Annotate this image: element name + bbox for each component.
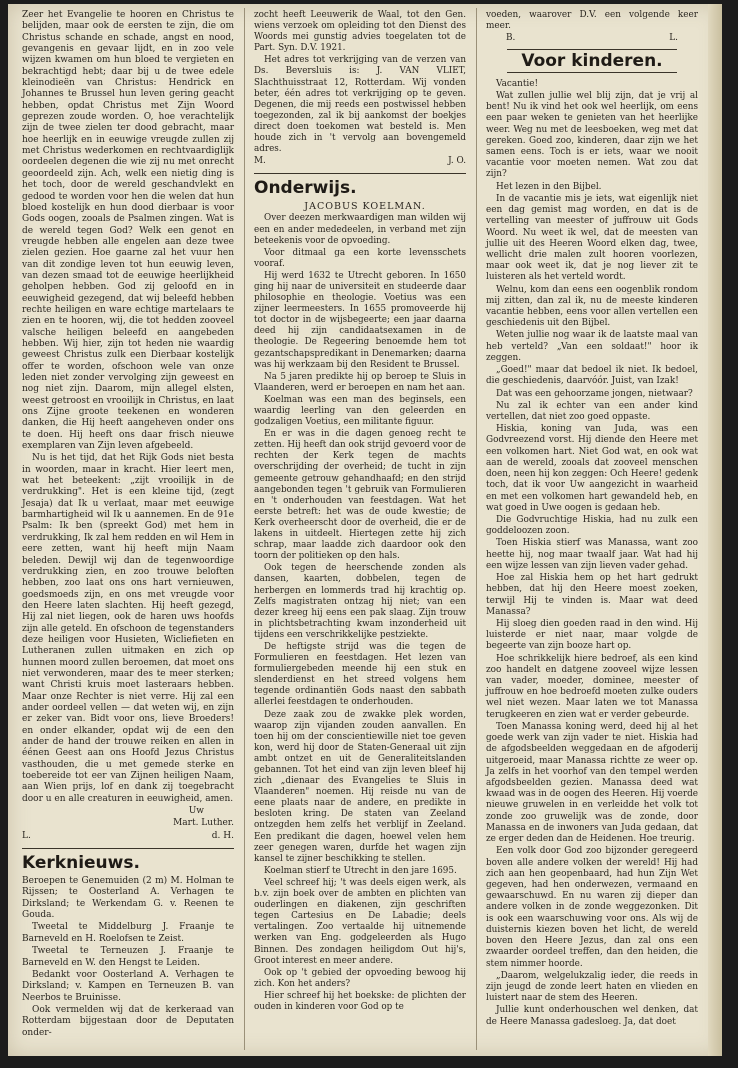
onderwijs-paragraph: De heftigste strijd was die tegen de Formulieren en feestdagen. Het lezen van formuliergebeden meende hij een stuk en slenderdienst en het streed volgens hem tegende ordinantiën Gods naast den sabbath allerlei feestdagen te onderhouden. (254, 641, 466, 708)
kinderen-paragraph: Het lezen in den Bijbel. (496, 181, 602, 192)
kinderen-paragraph: Nu zal ik echter van een ander kind vertellen, dat niet zoo goed oppaste. (486, 400, 698, 422)
kinderen-paragraph: Een volk door God zoo bijzonder geregeerd boven alle andere volken der wereld! Hij had zich aan hen geopenbaard, had hun Zijn Wet gegeven, had hen onderwezen, vermaand en gewaarschuwd. En nu waren zij dieper dan andere volken in de zonde weggezonken. Dit is ook een waarschuwing voor ons. Als wij de duisternis kiezen boven het licht, de wereld boven den Heere Jezus, dan zal ons een zwaarder oordeel treffen, dan den heiden, die stem nimmer hoorde. (486, 846, 698, 969)
newspaper-page (8, 4, 722, 1056)
column-middle (254, 10, 466, 1014)
initial-right: L. (669, 33, 678, 44)
kinderen-paragraph: Hoe zal Hiskia hem op het hart gedrukt hebben, dat hij den Heere moest zoeken, terwijl Hij te vinden is. Maar wat deed Manassa? (486, 573, 698, 617)
notice-paragraph: zocht heeft Leeuwerik de Waal, tot den Gen. wiens verzoek om opleiding tot den Dienst des Woords mei gunstig advies toegelaten tot de Part. Syn. D.V. 1921. (254, 10, 466, 54)
kinderen-paragraph: Hoe schrikkelijk hiere bedroef, als een kind zoo handelt en datgene zooveel wijze lessen van vader, moeder, dominee, meester of juffrouw en hoe bedroefd moeten zulke ouders wel niet wezen. Maar laten we tot Manassa terugkeeren en zien wat er verder gebeurde. (486, 653, 698, 720)
onderwijs-paragraph: Hier schreef hij het boekske: de plichten der ouden in kinderen voor God op te (254, 990, 466, 1012)
column-right (486, 10, 698, 1029)
section-rule (254, 173, 466, 174)
initial-left: M. (254, 156, 266, 167)
continued-paragraph: voeden, waarover D.V. een volgende keer meer. (486, 10, 698, 32)
page-binding-edge (708, 4, 722, 1056)
column-left (22, 10, 234, 1040)
onderwijs-paragraph: En er was in die dagen genoeg recht te zetten. Hij heeft dan ook strijd gevoerd voor de rechten der Kerk tegen de machts overschrijding der overheid; de tucht in zijn gemeente getrouw gehandhaafd; en den strijd aangebonden tegen 't gebruik van Formulieren en 't onderhouden van feestdagen. Wat het eerste betreft: het was de oude kwestie; de Kerk overheerscht door de overheid, die er de lakens in uitdeelt. Hiertegen zette hij zich schrap, maar laadde zich daardoor ook den toorn der politieken op den hals. (254, 429, 466, 562)
kinderen-paragraph: Die Godvruchtige Hiskia, had nu zulk een goddeloozen zoon. (486, 514, 698, 537)
kinderen-paragraph: „Goed!" maar dat bedoel ik niet. Ik bedoel, die geschiedenis, daarvóór. Juist, van Izak! (486, 365, 698, 387)
article-paragraph: Nu is het tijd, dat het Rijk Gods niet besta in woorden, maar in kracht. Hier leert men, wat het beteekent: „zijt vrooilijk in de verdrukking". Het is een kleine tijd, (zegt Jesaja) dat Ik u verlaat, maar met eeuwige barmhartigheid wil Ik u aannemen. En de 91e Psalm: Ik ben (spreekt God) met hem in verdrukking, Ik zal hem redden en wil Hem in eere zetten, want hij heeft mijn Naam beleden. Dewijl wij dan de tegenwoordige verdrukking zien, en zoo trouwe beloften hebben, zoo laat ons ons hart vernieuwen, goedsmoeds zijn, en ons met vreugde voor den Heere laten slachten. Hij heeft gezegd, Hij zal niet liegen, ook de haren uws hoofds zijn alle geteld. En ofschoon de tegenstanders deze heiligen voor Husieten, Wicliefieten en Lutheranen zullen uitmaken en zich op hunnen moord zullen beroemen, dat moet ons niet verwonderen, maar des te meer sterken; want Christi kruis moet lasteraars hebben. Maar onze Rechter is niet verre. Hij zal een ander oordeel vellen — dat weten wij, en zijn er zeker van. Bidt voor ons, lieve Broeders! en onder elkander, opdat wij de een den ander de hand der trouwe reiken en allen in éénen Geest aan ons Hoofd Jezus Christus vasthouden, die u met gemede sterke en toebereide tot eer van Zijnen heiligen Naam, aan Wien prijs, lof en dank zij toegebracht door u en alle creaturen in eeuwigheid, amen. (22, 453, 234, 804)
initial-left: L. (22, 830, 31, 841)
section-title-onderwijs: Onderwijs. (254, 178, 357, 199)
section-rule (22, 848, 234, 849)
kerknieuws-item: Tweetal te Terneuzen J. Fraanje te Barneveld en W. den Hengst te Leiden. (22, 946, 234, 968)
kerknieuws-item: Ook vermelden wij dat de kerkeraad van Rotterdam bijgestaan door de Deputaten onder- (22, 1004, 234, 1038)
kinderen-paragraph: In de vacantie mis je iets, wat eigenlijk niet een dag gemist mag worden, en dat is de vertelling van meester of juffrouw uit Gods Woord. Nu weet ik wel, dat de meesten van jullie uit des Heeren Woord elken dag, twee, wellicht drie malen zult hooren voorlezen, maar ook weet ik, dat je nog liever zit te luisteren als het verteld wordt. (486, 193, 698, 283)
kinderen-paragraph: Hij sloeg dien goeden raad in den wind. Hij luisterde er niet naar, maar volgde de begeerte van zijn booze hart op. (486, 618, 698, 652)
notice-signature (254, 156, 466, 167)
section-heading-box (486, 49, 698, 73)
kerknieuws-item: Tweetal te Middelburg J. Fraanje te Barneveld en H. Roelofsen te Zeist. (22, 922, 234, 944)
continued-signature (486, 33, 698, 44)
onderwijs-paragraph: Ook op 't gebied der opvoeding bewoog hij zich. Kon het anders? (254, 967, 466, 989)
onderwijs-paragraph: Koelman was een man des beginsels, een waardig leerling van den geleerden en godzaligen Voetius, een militante figuur. (254, 394, 466, 428)
kinderen-paragraph: Hiskia, koning van Juda, was een Godvreezend vorst. Hij diende den Heere met een volkomen hart. Niet God wat, en ook wat aan de wereld, zooals dat zooveel menschen doen, neen hij kon zeggen: Och Heere! gedenk toch, dat ik voor Uw aangezicht in waarheid en met een volkomen hart gewandeld heb, en wat goed in Uwe oogen is gedaan heb. (486, 424, 698, 513)
initial-right: J. O. (448, 156, 466, 167)
column-separator (476, 8, 477, 1050)
kerknieuws-item: Bedankt voor Oosterland A. Verhagen te Dirksland; v. Kampen en Terneuzen B. van Neerbos te Bruinisse. (22, 969, 234, 1003)
onderwijs-paragraph: Koelman stierf te Utrecht in den jare 1695. (264, 865, 457, 876)
onderwijs-paragraph: Voor ditmaal ga een korte levensschets vooraf. (254, 247, 466, 269)
kinderen-paragraph: Wat zullen jullie wel blij zijn, dat je vrij al bent! Nu ik vind het ook wel heerlijk, om eens een paar weken te genieten van het heerlijke weer. Weg nu met de leesboeken, weg met dat gereken. Goed zoo, kinderen, daar zijn we het samen eens. Toch is er iets, waar we nooit vacantie voor moeten nemen. Wat zou dat zijn? (486, 90, 698, 180)
onderwijs-paragraph: Ook tegen de heerschende zonden als dansen, kaarten, dobbelen, tegen de herbergen en lommerds trad hij krachtig op. Zelfs magistraten ontzag hij niet; van een dezer kreeg hij eens een pak slaag. Zijn trouw in plichtsbetrachting kwam inzonderheid uit tijdens een verschrikkelijke pestziekte. (254, 563, 466, 640)
kerknieuws-item: Beroepen te Genemuiden (2 m) M. Holman te Rijssen; te Oosterland A. Verhagen te Dirksland; te Werkendam G. v. Reenen te Gouda. (22, 876, 234, 921)
initial-right: d. H. (211, 830, 234, 841)
kinderen-paragraph: „Daarom, welgelukzalig ieder, die reeds in zijn jeugd de zonde leert haten en vlieden en luistert naar de stem des Heeren. (486, 970, 698, 1004)
section-title-kinderen: Voor kinderen. (507, 49, 676, 73)
kinderen-paragraph: Weten jullie nog waar ik de laatste maal van heb verteld? „Van een soldaat!" hoor ik zeggen. (486, 330, 698, 363)
onderwijs-paragraph: Veel schreef hij; 't was deels eigen werk, als b.v. zijn boek over de ambten en plichten van ouderlingen en diakenen, zijn geschriften tegen Cartesius en De Labadie; deels vertalingen. Zoo vertaalde hij uitnemende werken van Eng. godgeleerden als Hugo Binnen. Des zondagen heiligdom Out hij's, Groot interest en meer andere. (254, 877, 466, 966)
onderwijs-paragraph: Na 5 jaren predikte hij op beroep te Sluis in Vlaanderen, werd er beroepen en nam het aan. (254, 371, 466, 393)
onderwijs-paragraph: Deze zaak zou de zwakke plek worden, waarop zijn vijanden zouden aanvallen. En toen hij om der conscientiewille niet toe geven kon, werd hij door de Staten-Generaal uit zijn ambt ontzet en uit de Generaliteitslanden gebannen. Tot het eind van zijn leven bleef hij zich „dienaar des Evangelies te Sluis in Vlaanderen" noemen. Hij reisde nu van de eene plaats naar de andere, en predikte in besloten kring. De staten van Zeeland ontzegden hem zelfs het verblijf in Zeeland. Een predikant die dagen, hoewel velen hem zeer genegen waren, durfde het wagen zijn kansel te zijner beschikking te stellen. (254, 709, 466, 864)
onderwijs-paragraph: Hij werd 1632 te Utrecht geboren. In 1650 ging hij naar de universiteit en studeerde daar philosophie en theologie. Voetius was een zijner leermeesters. In 1655 promoveerde hij tot doctor in de wijsbegeerte; een jaar daarna deed hij zijn candidaatsexamen in de theologie. De Regeering benoemde hem tot gezantschapspredikant in Denemarken; daarna was hij werkzaam bij den Resident te Brussel. (254, 270, 466, 370)
initial-left: B. (506, 33, 516, 44)
article-paragraph: Zeer het Evangelie te hooren en Christus te belijden, maar ook de eersten te zijn, die om Christus schande en schade, angst en nood, gevangenis en gevaar lijdt, en in zoo vele wijzen kwamen om hun bloed te vergieten en bekrachtigd hebt; daar bij u de twee edele kleinodieën van Christus: Hendrick en Johannes te Brussel hun leven gering geacht hebben, opdat Christus met Zijn Woord geprezen zoude worden. O, hoe verachtelijk zijn de twee zielen ter dood gebracht, maar hoe heerlijk en in eeuwige vreugde zullen zij met Christus wederkomen en rechtvaardiglijk oordeelen degenen die wie zij nu met onrecht geoordeeld zijn. Ach, welk een nietig ding is het toch, door de wereld geschandvlekt en gedood te worden voor hen die welen dat hun bloed kostelijk en hun dood dierbaar is voor Gods oogen, zooals de Psalmen zingen. Wat is de wereld tegen God? Welk een genot en vreugde hebben alle engelen aan deze twee zielen gezien. Hoe gaarne zal het vuur hen van dit zondige leven tot hun eeuwig leven, van dezen smaad tot de eeuwige heerlijkheid geholpen hebben. God zij geloofd en in eeuwigheid gezegend, dat wij beleefd hebben rechte heiligen en ware echtige martelaars te zien en te hooren, wij, die tot hedden zooveel valsche heiligen beleefd en aangebeden hebben. Wij hier, zijn tot heden nie waardig geweest Christus zulk een Dierbaar kostelijk offer te worden, ofschoon wele van onze leden niet zonder vervolging zijn geweest en nog niet zijn. Daarom, mijn allegel elsten, weest getroost en vrooilijk in Christus, en laat ons Zijne groote teekenen en wonderen danken, die Hij heeft aangeheven onder ons te doen. Hij heeft ons daar frisch nieuwe exemplaren van Zijn leven afgebeeld. (22, 10, 234, 452)
signature-author: Mart. Luther. (173, 818, 234, 829)
kinderen-paragraph: Jullie kunt onderhouschen wel denken, dat de Heere Manassa gadesloeg. Ja, dat doet (486, 1005, 698, 1027)
column-separator (244, 8, 245, 1050)
kinderen-paragraph: Vacantie! (496, 78, 539, 89)
notice-paragraph: Het adres tot verkrijging van de verzen van Ds. Beversluis is: J. VAN VLIET, Slachthuisstraat 12, Rotterdam. Wij vonden beter, één adres tot verkrijging op te geven. Degenen, die mij reeds een postwissel hebben toegezonden, zal ik bij aankomst der boekjes direct doen toekomen wat besteld is. Men houde zich in 't vervolg aan bovengemeld adres. (254, 55, 466, 155)
onderwijs-paragraph: Over deezen merkwaardigen man wilden wij een en ander mededeelen, in verband met zijn beteekenis voor de opvoeding. (254, 213, 466, 246)
section-title-kerknieuws: Kerknieuws. (22, 853, 140, 874)
kinderen-paragraph: Dat was een gehoorzame jongen, nietwaar? (496, 388, 693, 399)
kinderen-paragraph: Toen Hiskia stierf was Manassa, want zoo heette hij, nog maar twaalf jaar. Wat had hij een wijze lessen van zijn lieven vader gehad. (486, 538, 698, 571)
kinderen-paragraph: Welnu, kom dan eens een oogenblik rondom mij zitten, dan zal ik, nu de meeste kinderen vacantie hebben, eens voor allen vertellen een geschiedenis uit den Bijbel. (486, 284, 698, 329)
section-subtitle: JACOBUS KOELMAN. (304, 201, 426, 213)
signature-closing: Uw (188, 806, 204, 817)
signature-initials (22, 831, 234, 842)
kinderen-paragraph: Toen Manassa koning werd, deed hij al het goede werk van zijn vader te niet. Hiskia had de afgodsbeelden weggedaan en de afgoderij uitgeroeid, maar Manassa richtte ze weer op. Ja zelfs in het voorhof van den tempel werden afgodsbeelden gezien. Manassa deed wat kwaad was in de oogen des Heeren. Hij voerde nieuwe gruwelen in en verleidde het volk tot zonde zoo gruwelijk was de zonde, door Manassa en de inwoners van Juda gedaan, dat ze erger deden dan de Heidenen. Hoe treurig. (486, 721, 698, 845)
